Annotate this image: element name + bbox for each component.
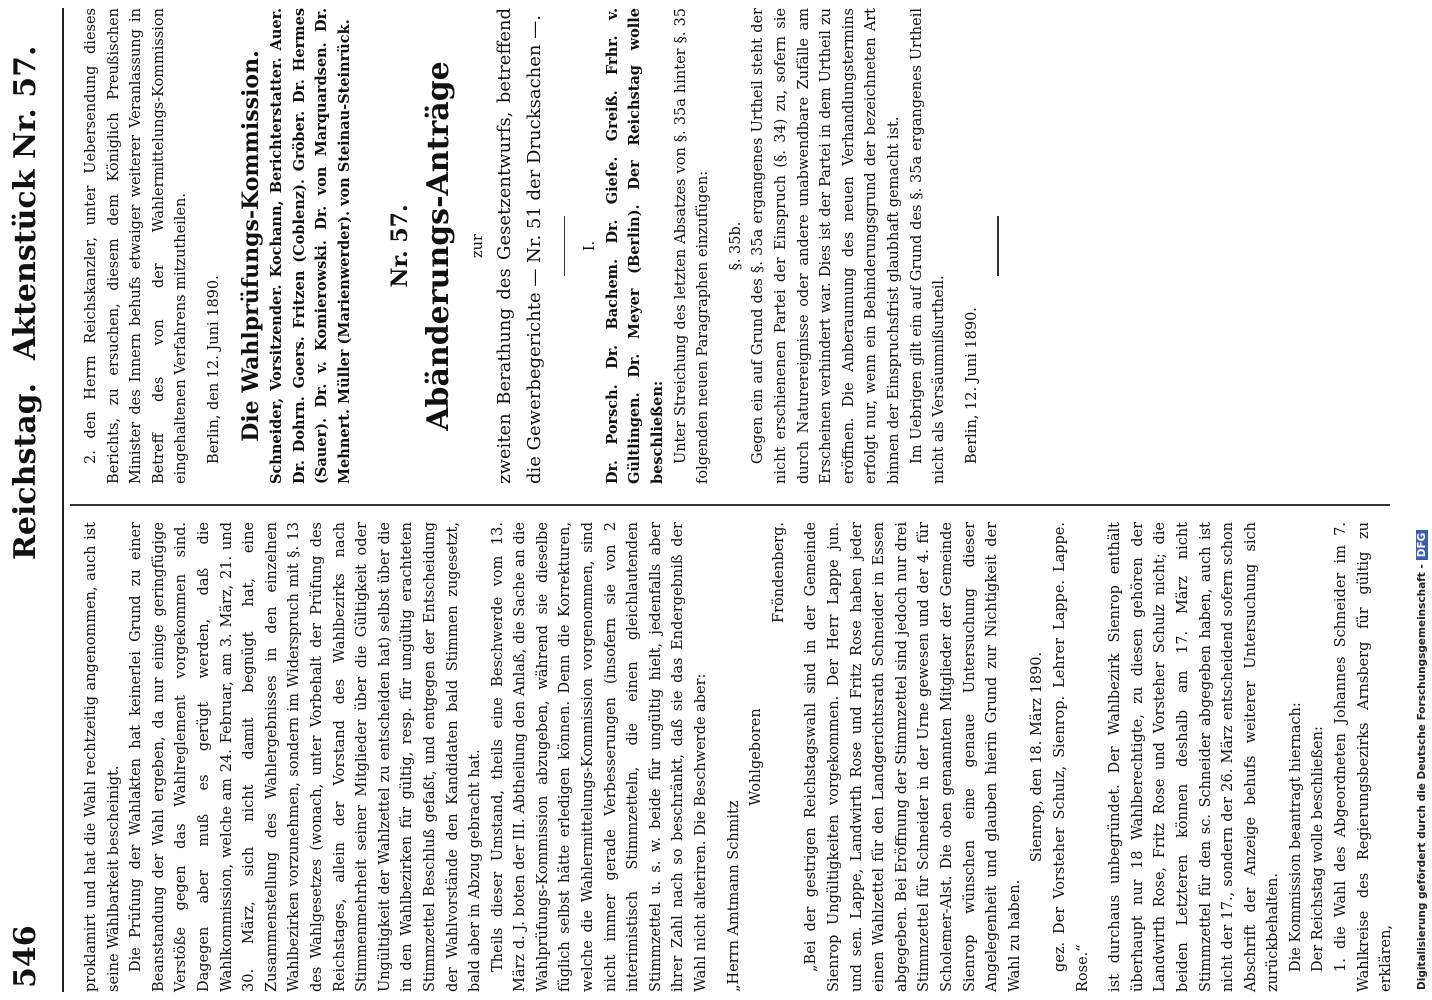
paragraph: Der Reichstag wolle beschließen: bbox=[1310, 726, 1327, 972]
left-column bbox=[80, 522, 1398, 992]
paragraph: ist durchaus unbegründet. Der Wahlbezirk Sienrop enthält überhaupt nur 18 Wahlberechtigte, zu diesen gehören der Landwirth Rose, Fritz Rose und Vorsteher Schulz nicht; die beiden Letzteren können deshalb am 17. März nicht Stimmzettel für den sc. Schneider abgegeben haben, auch ist nicht der 17., sondern der 26. März entscheidend sofern schon Abschrift der Anzeige behufs weiterer Untersuchung sich zurückbehalten. bbox=[1107, 522, 1282, 992]
running-head-right: Aktenstück Nr. 57. bbox=[8, 45, 43, 360]
paragraph: Die Kommission beantragt hiernach: bbox=[1287, 702, 1304, 972]
document-subtitle: zweiten Berathung des Gesetzentwurfs, betreffend die Gewerbegerichte — Nr. 51 der Drucksachen —. bbox=[493, 8, 545, 484]
motion-movers: Dr. Porsch. Dr. Bachem. Dr. Gieſe. Greiß. Frhr. v. Gültlingen. Dr. Meyer (Berlin). Der Reichstag wolle beschließen: bbox=[603, 8, 666, 484]
paragraph-heading: §. 35b. bbox=[727, 221, 744, 271]
document-number: Nr. 57. bbox=[386, 204, 413, 288]
quoted-signatures: gez. Der Vorsteher Schulz, Sienrop. Lehrer Lappe. Lappe. Rose.“ bbox=[1051, 522, 1091, 992]
column-separator bbox=[70, 505, 1390, 507]
page-number: 546 bbox=[8, 925, 43, 988]
separator-rule bbox=[564, 216, 566, 276]
commission-members: Schneider, Vorsitzender. Kochann, Berichterstatter. Auer. Dr. Dohrn. Goers. Fritzen (Coblenz). Gröber. Dr. Hermes (Sauer). Dr. v. Komierowski. Dr. von Marquardsen. Dr. Mehnert. Müller (Marienwerder). von Steinau-Steinrück. bbox=[268, 8, 353, 484]
paragraph: Gegen ein auf Grund des §. 35a ergangenes Urtheil steht der nicht erschienenen Partei der Einspruch (§. 34) zu, sofern sie durch Naturereignisse oder andere unabwendbare Zufälle am Erscheinen verhindert war. Dies ist der Partei in dem Urtheil zu eröffnen. Die Anberaumung des neuen Verhandlungstermins erfolgt nur, wenn ein Behinderungsgrund der bezeichneten Art binnen der Einspruchsfrist glaubhaft gemacht ist. bbox=[750, 8, 902, 484]
paragraph: Theils dieser Umstand, theils eine Beschwerde vom 13. März d. J. boten der III. Abtheilung den Anlaß, die Sache an die Wahlprüfungs-Kommission abzugeben, während sie dieselbe füglich selbst hätte erledigen können. Denn die Korrekturen, welche die Wahlermittelungs-Kommission vorgenommen, sind nicht immer gerade Verbesserungen (insofern sie von 2 interimistisch Stimmzetteln, die einen gleichlautenden Stimmzettel u. s. w. beide für ungültig hielt, jedenfalls aber ihrer Zahl nach so beschränkt, daß sie das Endergebniß der Wahl nicht alteriren. Die Beschwerde aber: bbox=[489, 522, 710, 992]
watermark-text: Digitalisierung gefördert durch die Deutsche Forschungsgemeinschaft - bbox=[1416, 564, 1428, 990]
paragraph: Unter Streichung des letzten Absatzes von §. 35a hinter §. 35 folgenden neuen Paragraphen einzufügen: bbox=[672, 8, 712, 484]
digitization-watermark bbox=[1416, 0, 1430, 990]
section-roman: I. bbox=[582, 240, 599, 252]
paragraph: Im Uebrigen gilt ein auf Grund des §. 35a ergangenes Urtheil nicht als Versäumnißurtheil. bbox=[908, 8, 948, 484]
paragraph: 2. den Herrn Reichskanzler, unter Uebersendung dieses Berichts, zu ersuchen, diesem dem Königlich Preußischen Minister des Innern behufs etwaiger weiterer Veranlassung in Betreff des von der Wahlermittelungs-Kommission eingehaltenen Verfahrens mitzutheilen. bbox=[83, 8, 190, 484]
document-title: Abänderungs-Anträge bbox=[421, 61, 457, 431]
quoted-letter: „Bei der gestrigen Reichstagswahl sind in der Gemeinde Sienrop Ungültigkeiten vorgekommen. Der Herr Lappe jun. und sen. Lappe, Landwirth Rose und Fritz Rose haben jeder einen Wahlzettel für den Landgerichtsrath Schneider in Essen abgegeben. Bei Eröffnung der Stimmzettel sind jedoch nur drei Stimmzettel für Schneider in der Urne gewesen und der 4. für Scholemer-Alst. Die oben genannten Mitglieder der Gemeinde Sienrop wünschen eine genaue Untersuchung dieser Angelegenheit und glauben hierin Grund zur Nichtigkeit der Wahl zu haben. bbox=[803, 522, 1023, 992]
date-line: Berlin, 12. Juni 1890. bbox=[963, 307, 980, 464]
running-head-left: Reichstag. bbox=[8, 382, 43, 560]
title-connector: zur bbox=[470, 234, 487, 258]
date-line: Berlin, den 12. Juni 1890. bbox=[205, 275, 222, 464]
right-column bbox=[80, 8, 1013, 484]
header-rule bbox=[62, 8, 64, 992]
address-line: Wohlgeboren bbox=[748, 708, 765, 806]
address-line: „Herrn Amtmann Schmitz bbox=[725, 800, 742, 992]
address-line: Fröndenberg. bbox=[770, 522, 787, 623]
dfg-logo: DFG bbox=[1416, 530, 1428, 561]
paragraph: proklamirt und hat die Wahl rechtzeitig angenommen, auch ist seine Wählbarkeit bescheinigt. bbox=[83, 522, 122, 992]
paragraph: 1. die Wahl des Abgeordneten Johannes Schneider im 7. Wahlkreise des Regierungsbezirks Arnsberg für gültig zu erklären, bbox=[1333, 522, 1395, 992]
separator-rule bbox=[997, 216, 999, 276]
commission-title: Die Wahlprüfungs-Kommission. bbox=[237, 50, 264, 442]
quoted-date: Sienrop, den 18. März 1890. bbox=[1029, 651, 1046, 863]
paragraph: Die Prüfung der Wahlakten hat keinerlei Grund zu einer Beanstandung der Wahl ergeben, da nur einige geringfügige Verstöße gegen das Wahlreglement vorgekommen sind. Dagegen aber muß es gerügt werden, daß die Wahlkommission, welche am 24. Februar, am 3. März, 21. und 30. März, sich nicht damit begnügt hat, eine Zusammenstellung des Wahlergebnisses in den einzelnen Wahlbezirken vorzunehmen, sondern im Widerspruch mit §. 13 des Wahlgesetzes (wonach, unter Vorbehalt der Prüfung des Reichstages, allein der Vorstand des Wahlbezirks nach Stimmenmehrheit seiner Mitglieder über die Gültigkeit oder Ungültigkeit der Wahlzettel zu entscheiden hat) selbst über die in den Wahlbezirken für gültig, resp. für ungültig erachteten Stimmzettel Beschluß gefaßt, und entgegen der Entscheidung der Wahlvorstände den Kandidaten bald Stimmen zugesetzt, bald aber in Abzug gebracht hat. bbox=[128, 522, 484, 992]
